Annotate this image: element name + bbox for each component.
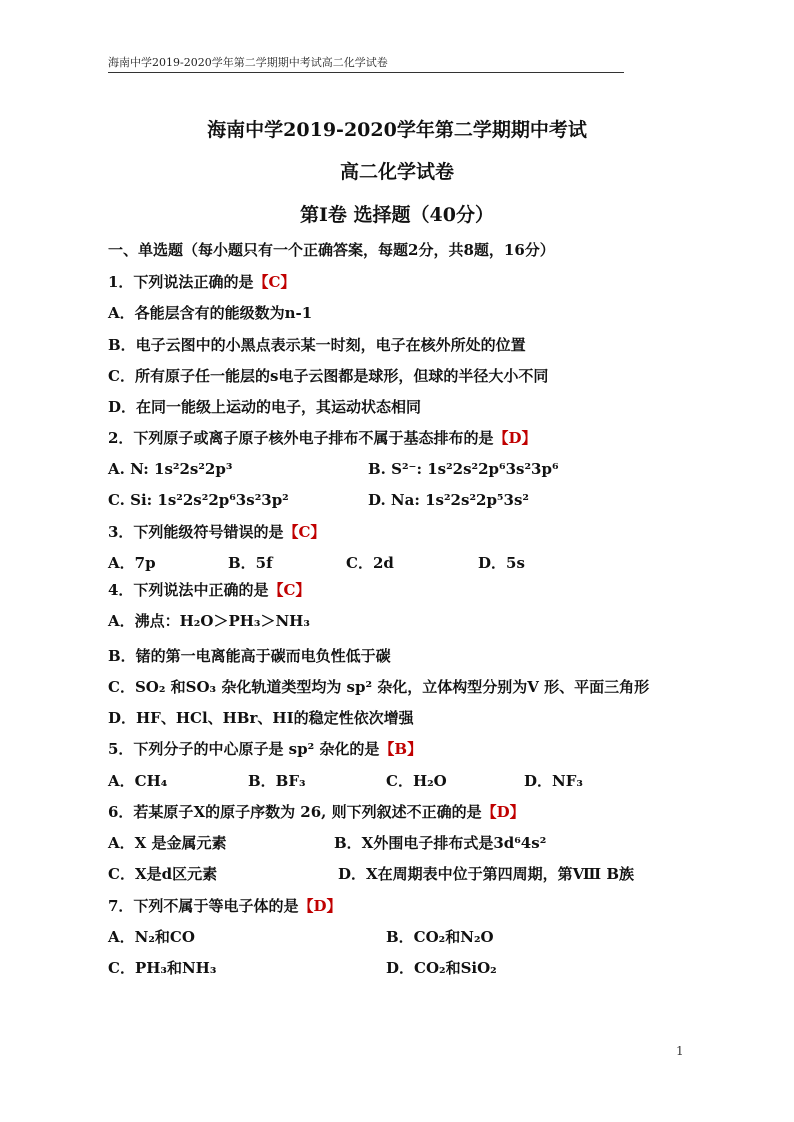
q5-option-d: D．NF₃ (524, 772, 583, 790)
q4-option-c: C．SO₂ 和SO₃ 杂化轨道类型均为 sp² 杂化，立体构型分别为V 形、平面三角形 (108, 678, 650, 696)
q1-option-b: B．电子云图中的小黑点表示某一时刻，电子在核外所处的位置 (108, 336, 526, 354)
question-stem: 1．下列说法正确的是 (108, 273, 254, 291)
q2-option-c: C. Si: 1s²2s²2p⁶3s²3p² (108, 491, 289, 509)
q1-option-c: C．所有原子任一能层的s电子云图都是球形，但球的半径大小不同 (108, 367, 549, 385)
page-header: 海南中学2019-2020学年第二学期期中考试高二化学试卷 (108, 56, 624, 73)
q7-option-b: B．CO₂和N₂O (386, 928, 494, 946)
answer-mark: 【D】 (298, 897, 342, 915)
section-title: 第Ⅰ卷 选择题（40分） (300, 204, 494, 226)
q7-option-c: C．PH₃和NH₃ (108, 959, 217, 977)
question-stem: 6．若某原子X的原子序数为 26, 则下列叙述不正确的是 (108, 803, 482, 821)
q3-option-d: D．5s (478, 554, 525, 572)
answer-mark: 【D】 (481, 803, 525, 821)
q2-option-d: D. Na: 1s²2s²2p⁵3s² (368, 491, 529, 509)
q2-option-a: A. N: 1s²2s²2p³ (108, 460, 233, 478)
question-stem: 5．下列分子的中心原子是 sp² 杂化的是 (108, 740, 380, 758)
q7-option-a: A．N₂和CO (108, 928, 195, 946)
q3-option-a: A．7p (108, 554, 156, 572)
question-2 (108, 428, 536, 448)
q4-option-d: D．HF、HCl、HBr、HI的稳定性依次增强 (108, 709, 414, 727)
q6-option-b: B．X外围电子排布式是3d⁶4s² (334, 834, 547, 852)
q2-option-b: B. S²⁻: 1s²2s²2p⁶3s²3p⁶ (368, 460, 559, 478)
answer-mark: 【C】 (268, 581, 311, 599)
q5-option-b: B．BF₃ (248, 772, 306, 790)
exam-title: 海南中学2019-2020学年第二学期期中考试 (207, 119, 587, 141)
question-6 (108, 802, 525, 822)
question-4 (108, 580, 310, 600)
question-stem: 3．下列能级符号错误的是 (108, 523, 284, 541)
answer-mark: 【C】 (253, 273, 296, 291)
answer-mark: 【D】 (493, 429, 537, 447)
q7-option-d: D．CO₂和SiO₂ (386, 959, 497, 977)
answer-mark: 【B】 (379, 740, 423, 758)
q6-option-c: C．X是d区元素 (108, 865, 218, 883)
question-stem: 7．下列不属于等电子体的是 (108, 897, 299, 915)
q6-option-d: D．X在周期表中位于第四周期，第Ⅷ B族 (338, 865, 635, 883)
page-number: 1 (676, 1044, 684, 1058)
question-stem: 2．下列原子或离子原子核外电子排布不属于基态排布的是 (108, 429, 494, 447)
answer-mark: 【C】 (283, 523, 326, 541)
q5-option-c: C．H₂O (386, 772, 447, 790)
question-3 (108, 522, 325, 542)
q6-option-a: A．X 是金属元素 (108, 834, 227, 852)
question-1 (108, 272, 295, 292)
section-instructions: 一、单选题（每小题只有一个正确答案，每题2分，共8题，16分） (108, 241, 555, 259)
q1-option-d: D．在同一能级上运动的电子，其运动状态相同 (108, 398, 422, 416)
question-5 (108, 739, 422, 759)
exam-subtitle: 高二化学试卷 (339, 161, 454, 183)
q1-option-a: A．各能层含有的能级数为n-1 (108, 304, 313, 322)
q3-option-b: B．5f (228, 554, 273, 572)
q5-option-a: A．CH₄ (108, 772, 168, 790)
question-7 (108, 896, 341, 916)
q4-option-b: B．锗的第一电离能高于碳而电负性低于碳 (108, 647, 391, 665)
q3-option-c: C．2d (346, 554, 394, 572)
q4-option-a: A．沸点：H₂O＞PH₃＞NH₃ (108, 612, 310, 630)
question-stem: 4．下列说法中正确的是 (108, 581, 269, 599)
